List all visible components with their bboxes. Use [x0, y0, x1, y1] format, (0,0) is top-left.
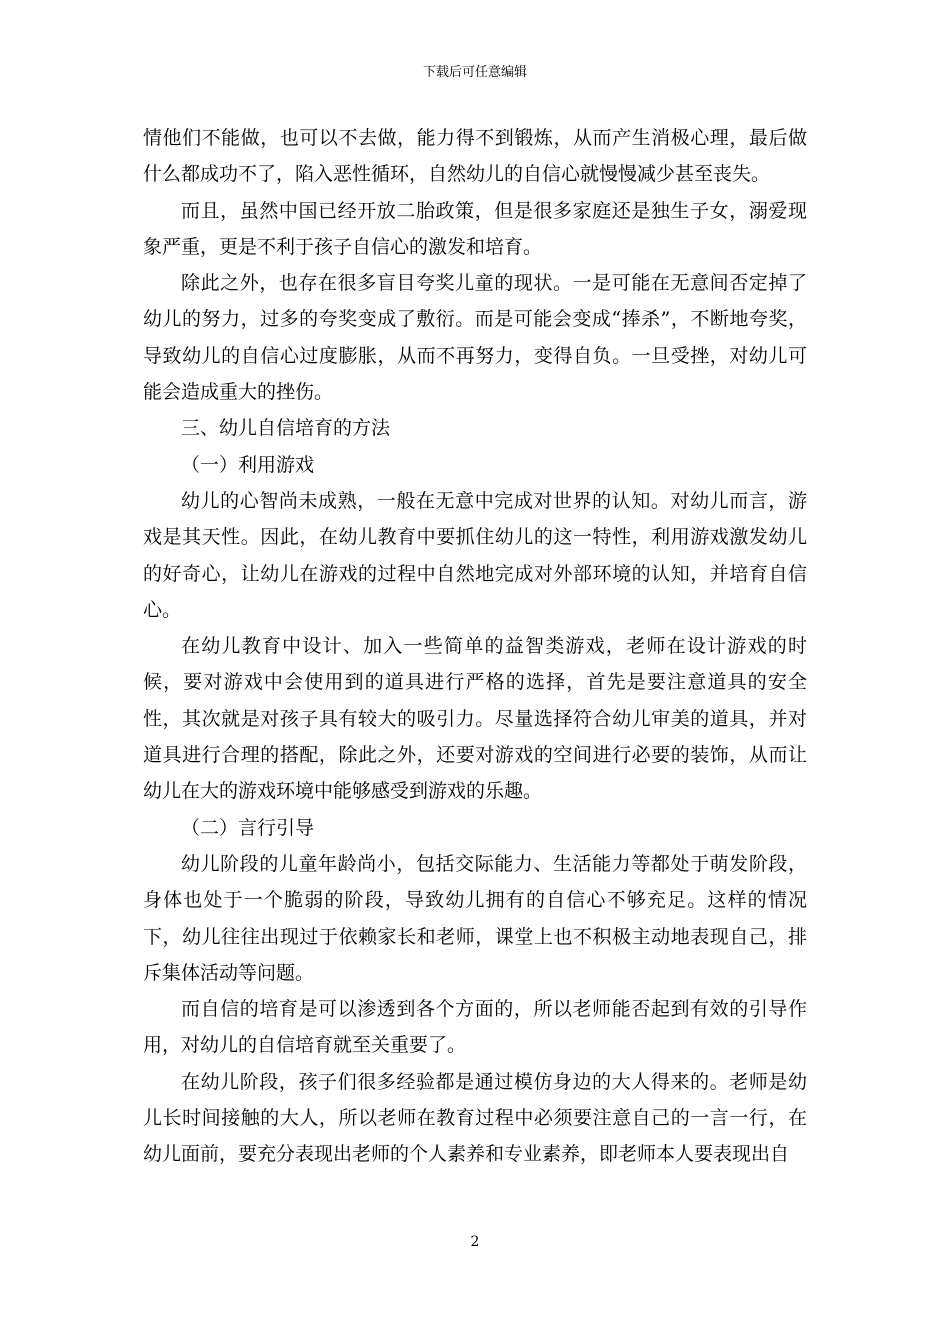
paragraph: 除此之外，也存在很多盲目夸奖儿童的现状。一是可能在无意间否定掉了幼儿的努力，过多的夸奖变成了敷衍。而是可能会变成“捧杀”，不断地夸奖，导致幼儿的自信心过度膨胀，从而不再努力，变得自负。一旦受挫，对幼儿可能会造成重大的挫伤。	[143, 272, 807, 404]
section-heading: 三、幼儿自信培育的方法	[181, 417, 391, 440]
page-number: 2	[470, 1234, 480, 1250]
paragraph-continuation: 情他们不能做，也可以不去做，能力得不到锻炼，从而产生消极心理，最后做什么都成功不了，陷入恶性循环，自然幼儿的自信心就慢慢减少甚至丧失。	[143, 127, 807, 186]
paragraph: 而且，虽然中国已经开放二胎政策，但是很多家庭还是独生子女，溺爱现象严重，更是不利于孩子自信心的激发和培育。	[143, 199, 807, 258]
subsection-heading: （一）利用游戏	[181, 453, 315, 476]
paragraph: 幼儿阶段的儿童年龄尚小，包括交际能力、生活能力等都处于萌发阶段，身体也处于一个脆弱的阶段，导致幼儿拥有的自信心不够充足。这样的情况下，幼儿往往出现过于依赖家长和老师，课堂上也不积极主动地表现自己，排斥集体活动等问题。	[143, 852, 807, 984]
paragraph: 在幼儿教育中设计、加入一些简单的益智类游戏，老师在设计游戏的时候，要对游戏中会使用到的道具进行严格的选择，首先是要注意道具的安全性，其次就是对孩子具有较大的吸引力。尽量选择符合幼儿审美的道具，并对道具进行合理的搭配，除此之外，还要对游戏的空间进行必要的装饰，从而让幼儿在大的游戏环境中能够感受到游戏的乐趣。	[143, 635, 807, 803]
paragraph: 幼儿的心智尚未成熟，一般在无意中完成对世界的认知。对幼儿而言，游戏是其天性。因此，在幼儿教育中要抓住幼儿的这一特性，利用游戏激发幼儿的好奇心，让幼儿在游戏的过程中自然地完成对外部环境的认知，并培育自信心。	[143, 489, 807, 621]
document-body	[143, 120, 807, 1173]
paragraph: 在幼儿阶段，孩子们很多经验都是通过模仿身边的大人得来的。老师是幼儿长时间接触的大人，所以老师在教育过程中必须要注意自己的一言一行，在幼儿面前，要充分表现出老师的个人素养和专业素养，即老师本人要表现出自	[143, 1070, 807, 1166]
paragraph: 而自信的培育是可以渗透到各个方面的，所以老师能否起到有效的引导作用，对幼儿的自信培育就至关重要了。	[143, 998, 807, 1057]
subsection-heading: （二）言行引导	[181, 816, 315, 839]
page-header: 下载后可任意编辑	[422, 65, 527, 80]
